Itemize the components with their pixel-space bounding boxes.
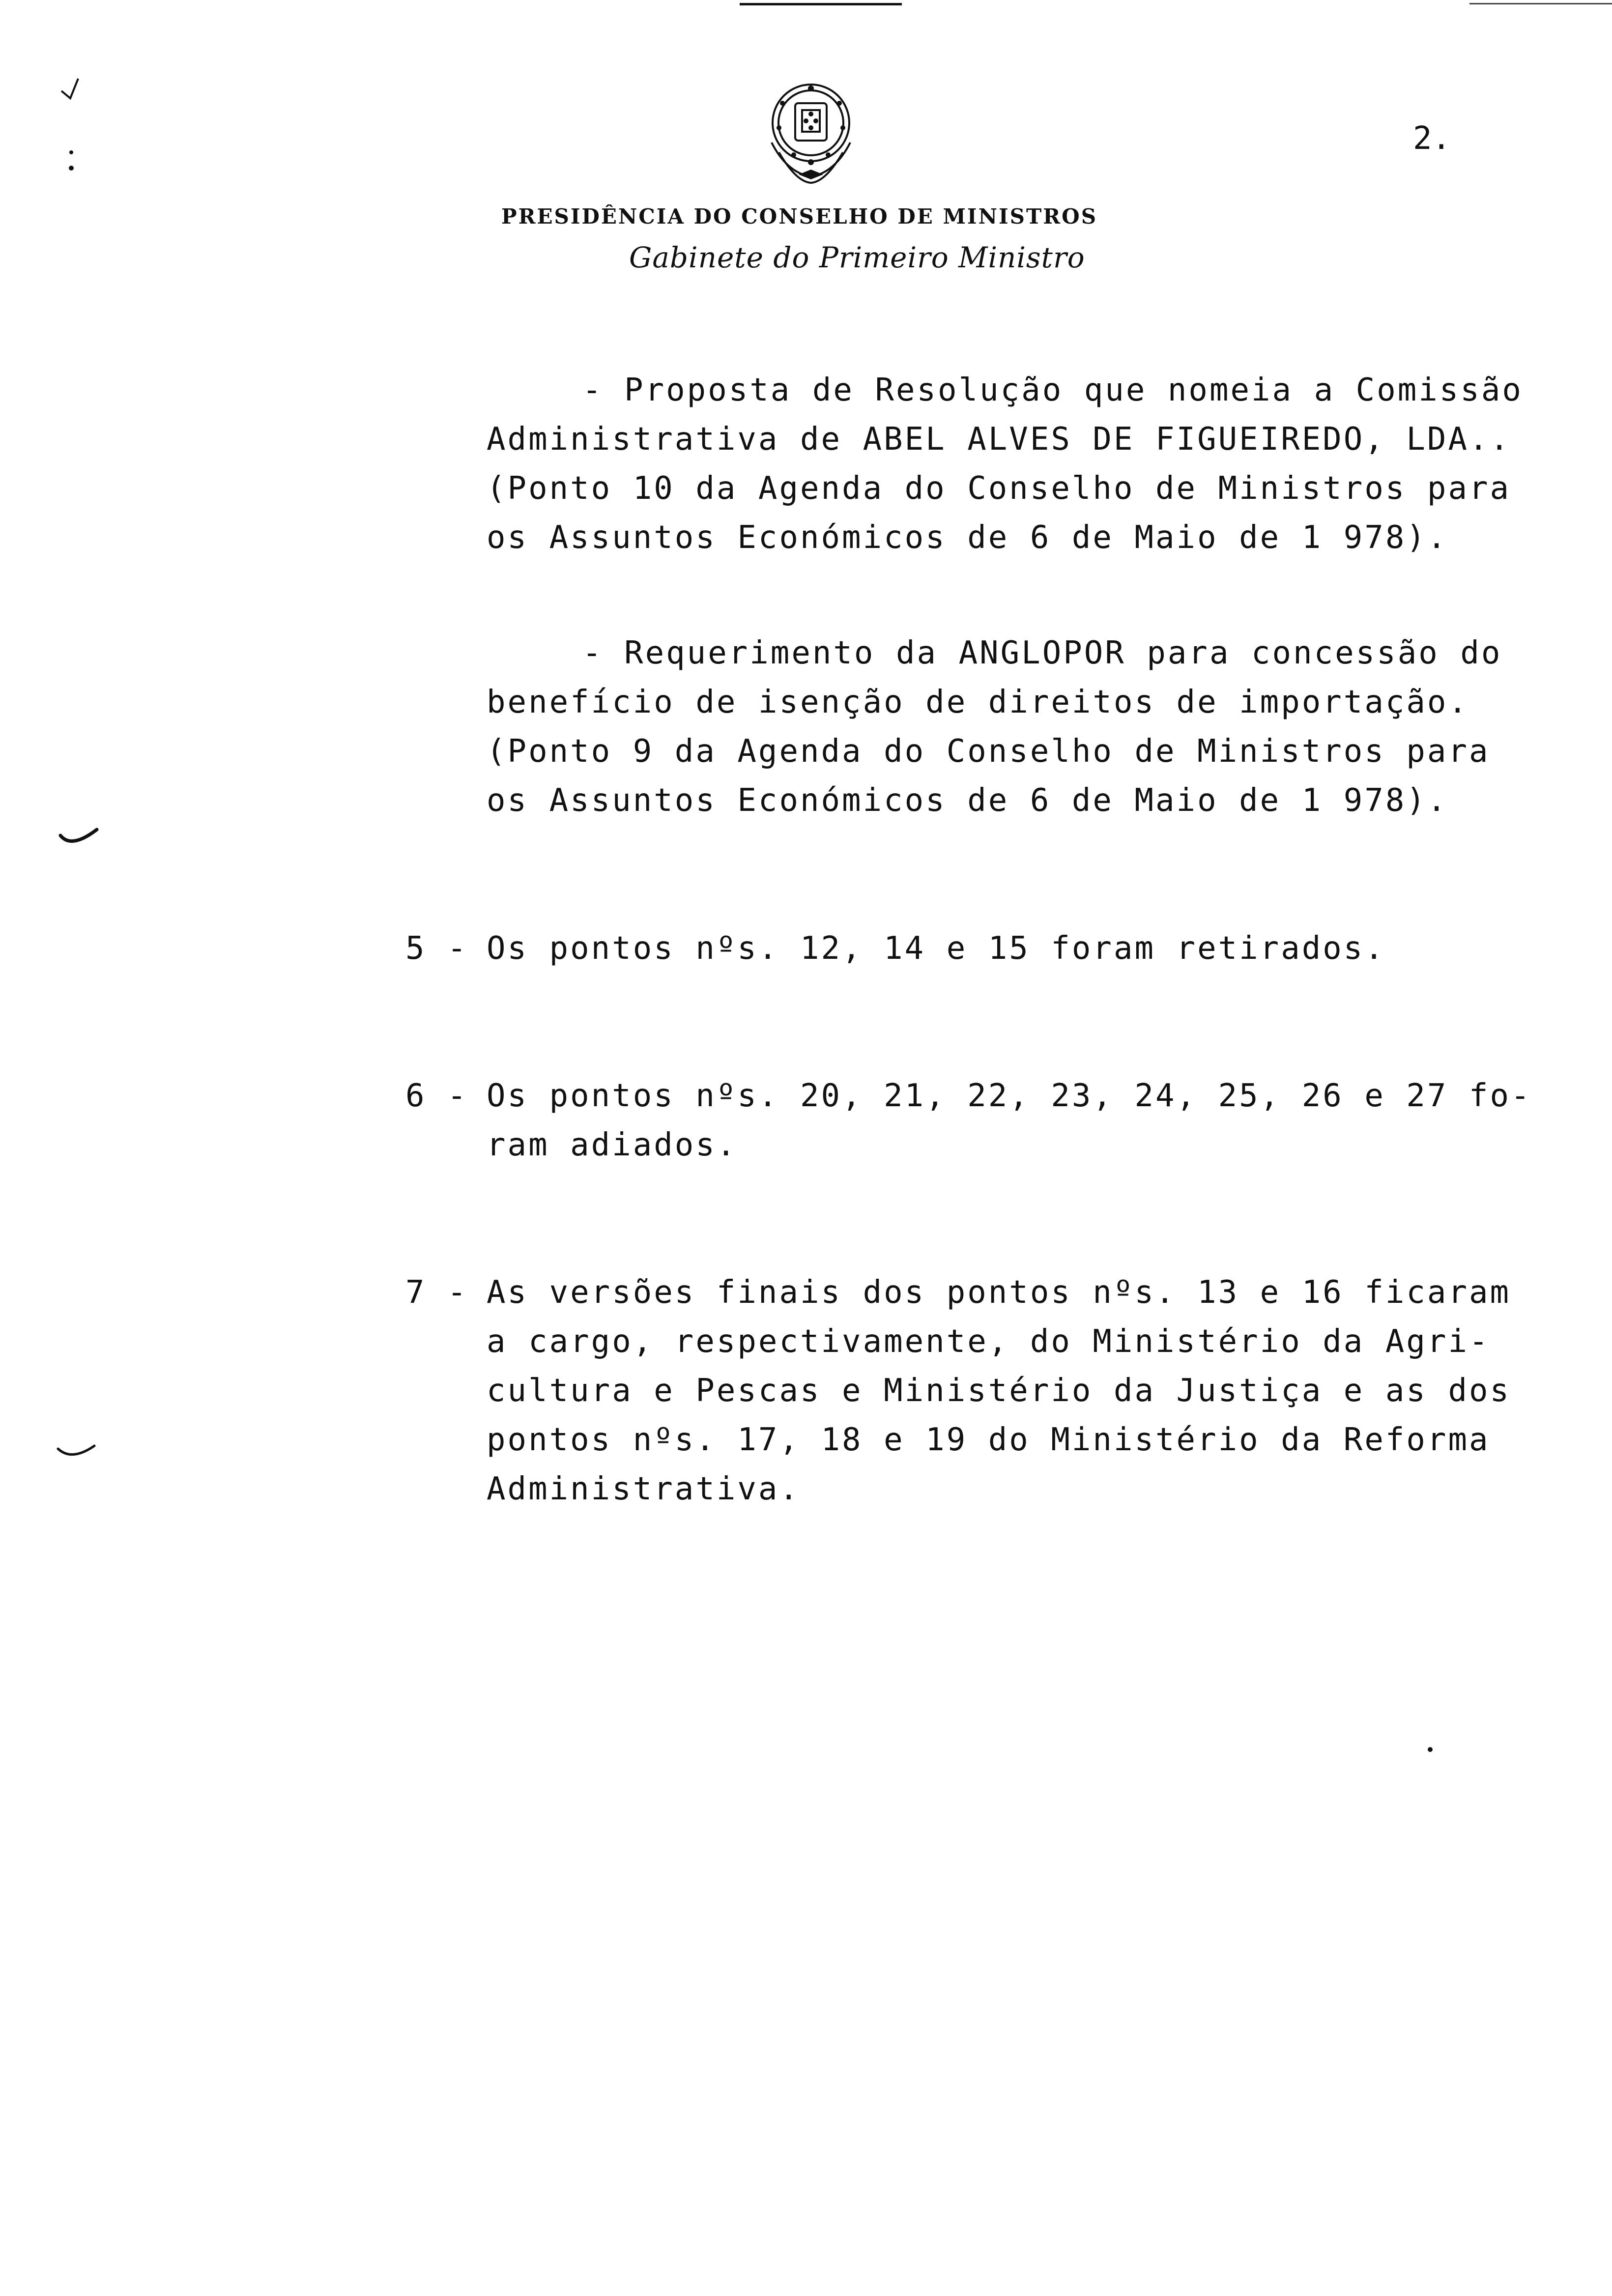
organization-heading: PRESIDÊNCIA DO CONSELHO DE MINISTROS bbox=[501, 204, 1098, 229]
item-7-number: 7 - bbox=[405, 1274, 468, 1311]
margin-tick-mark bbox=[54, 1440, 98, 1469]
item-5-number: 5 - bbox=[405, 930, 468, 967]
top-rule-right bbox=[1469, 3, 1612, 4]
item-7-line: a cargo, respectivamente, do Ministério da Agri- bbox=[487, 1323, 1490, 1360]
item-7-line: cultura e Pescas e Ministério da Justiça e as dos bbox=[487, 1373, 1511, 1409]
proposal-1-line: Administrativa de ABEL ALVES DE FIGUEIREDO, LDA.. bbox=[487, 421, 1511, 458]
proposal-1-line: os Assuntos Económicos de 6 de Maio de 1 978). bbox=[487, 519, 1448, 556]
top-rule bbox=[740, 3, 902, 5]
proposal-2-line: (Ponto 9 da Agenda do Conselho de Ministros para bbox=[487, 733, 1490, 770]
proposal-2-line: - Requerimento da ANGLOPOR para concessão do bbox=[582, 635, 1502, 671]
margin-tick-mark bbox=[57, 826, 101, 855]
cabinet-subheading: Gabinete do Primeiro Ministro bbox=[629, 241, 1085, 274]
page-number: 2. bbox=[1413, 120, 1451, 157]
item-7-line: As versões finais dos pontos nºs. 13 e 16 ficaram bbox=[487, 1274, 1511, 1311]
stray-dot bbox=[1425, 1745, 1435, 1754]
coat-of-arms-seal bbox=[752, 69, 870, 192]
item-6-line: ram adiados. bbox=[487, 1127, 738, 1163]
proposal-1-line: - Proposta de Resolução que nomeia a Comissão bbox=[582, 372, 1523, 408]
proposal-2-line: benefício de isenção de direitos de importação. bbox=[487, 684, 1469, 720]
margin-tick-mark bbox=[57, 74, 86, 103]
proposal-1-line: (Ponto 10 da Agenda do Conselho de Ministros para bbox=[487, 470, 1511, 507]
item-7-line: Administrativa. bbox=[487, 1471, 800, 1507]
margin-dot-marks bbox=[59, 143, 84, 182]
item-6-number: 6 - bbox=[405, 1078, 468, 1114]
item-5-line: Os pontos nºs. 12, 14 e 15 foram retirados. bbox=[487, 930, 1385, 967]
proposal-2-line: os Assuntos Económicos de 6 de Maio de 1 978). bbox=[487, 782, 1448, 819]
item-7-line: pontos nºs. 17, 18 e 19 do Ministério da Reforma bbox=[487, 1422, 1490, 1458]
item-6-line: Os pontos nºs. 20, 21, 22, 23, 24, 25, 26 e 27 fo- bbox=[487, 1078, 1532, 1114]
